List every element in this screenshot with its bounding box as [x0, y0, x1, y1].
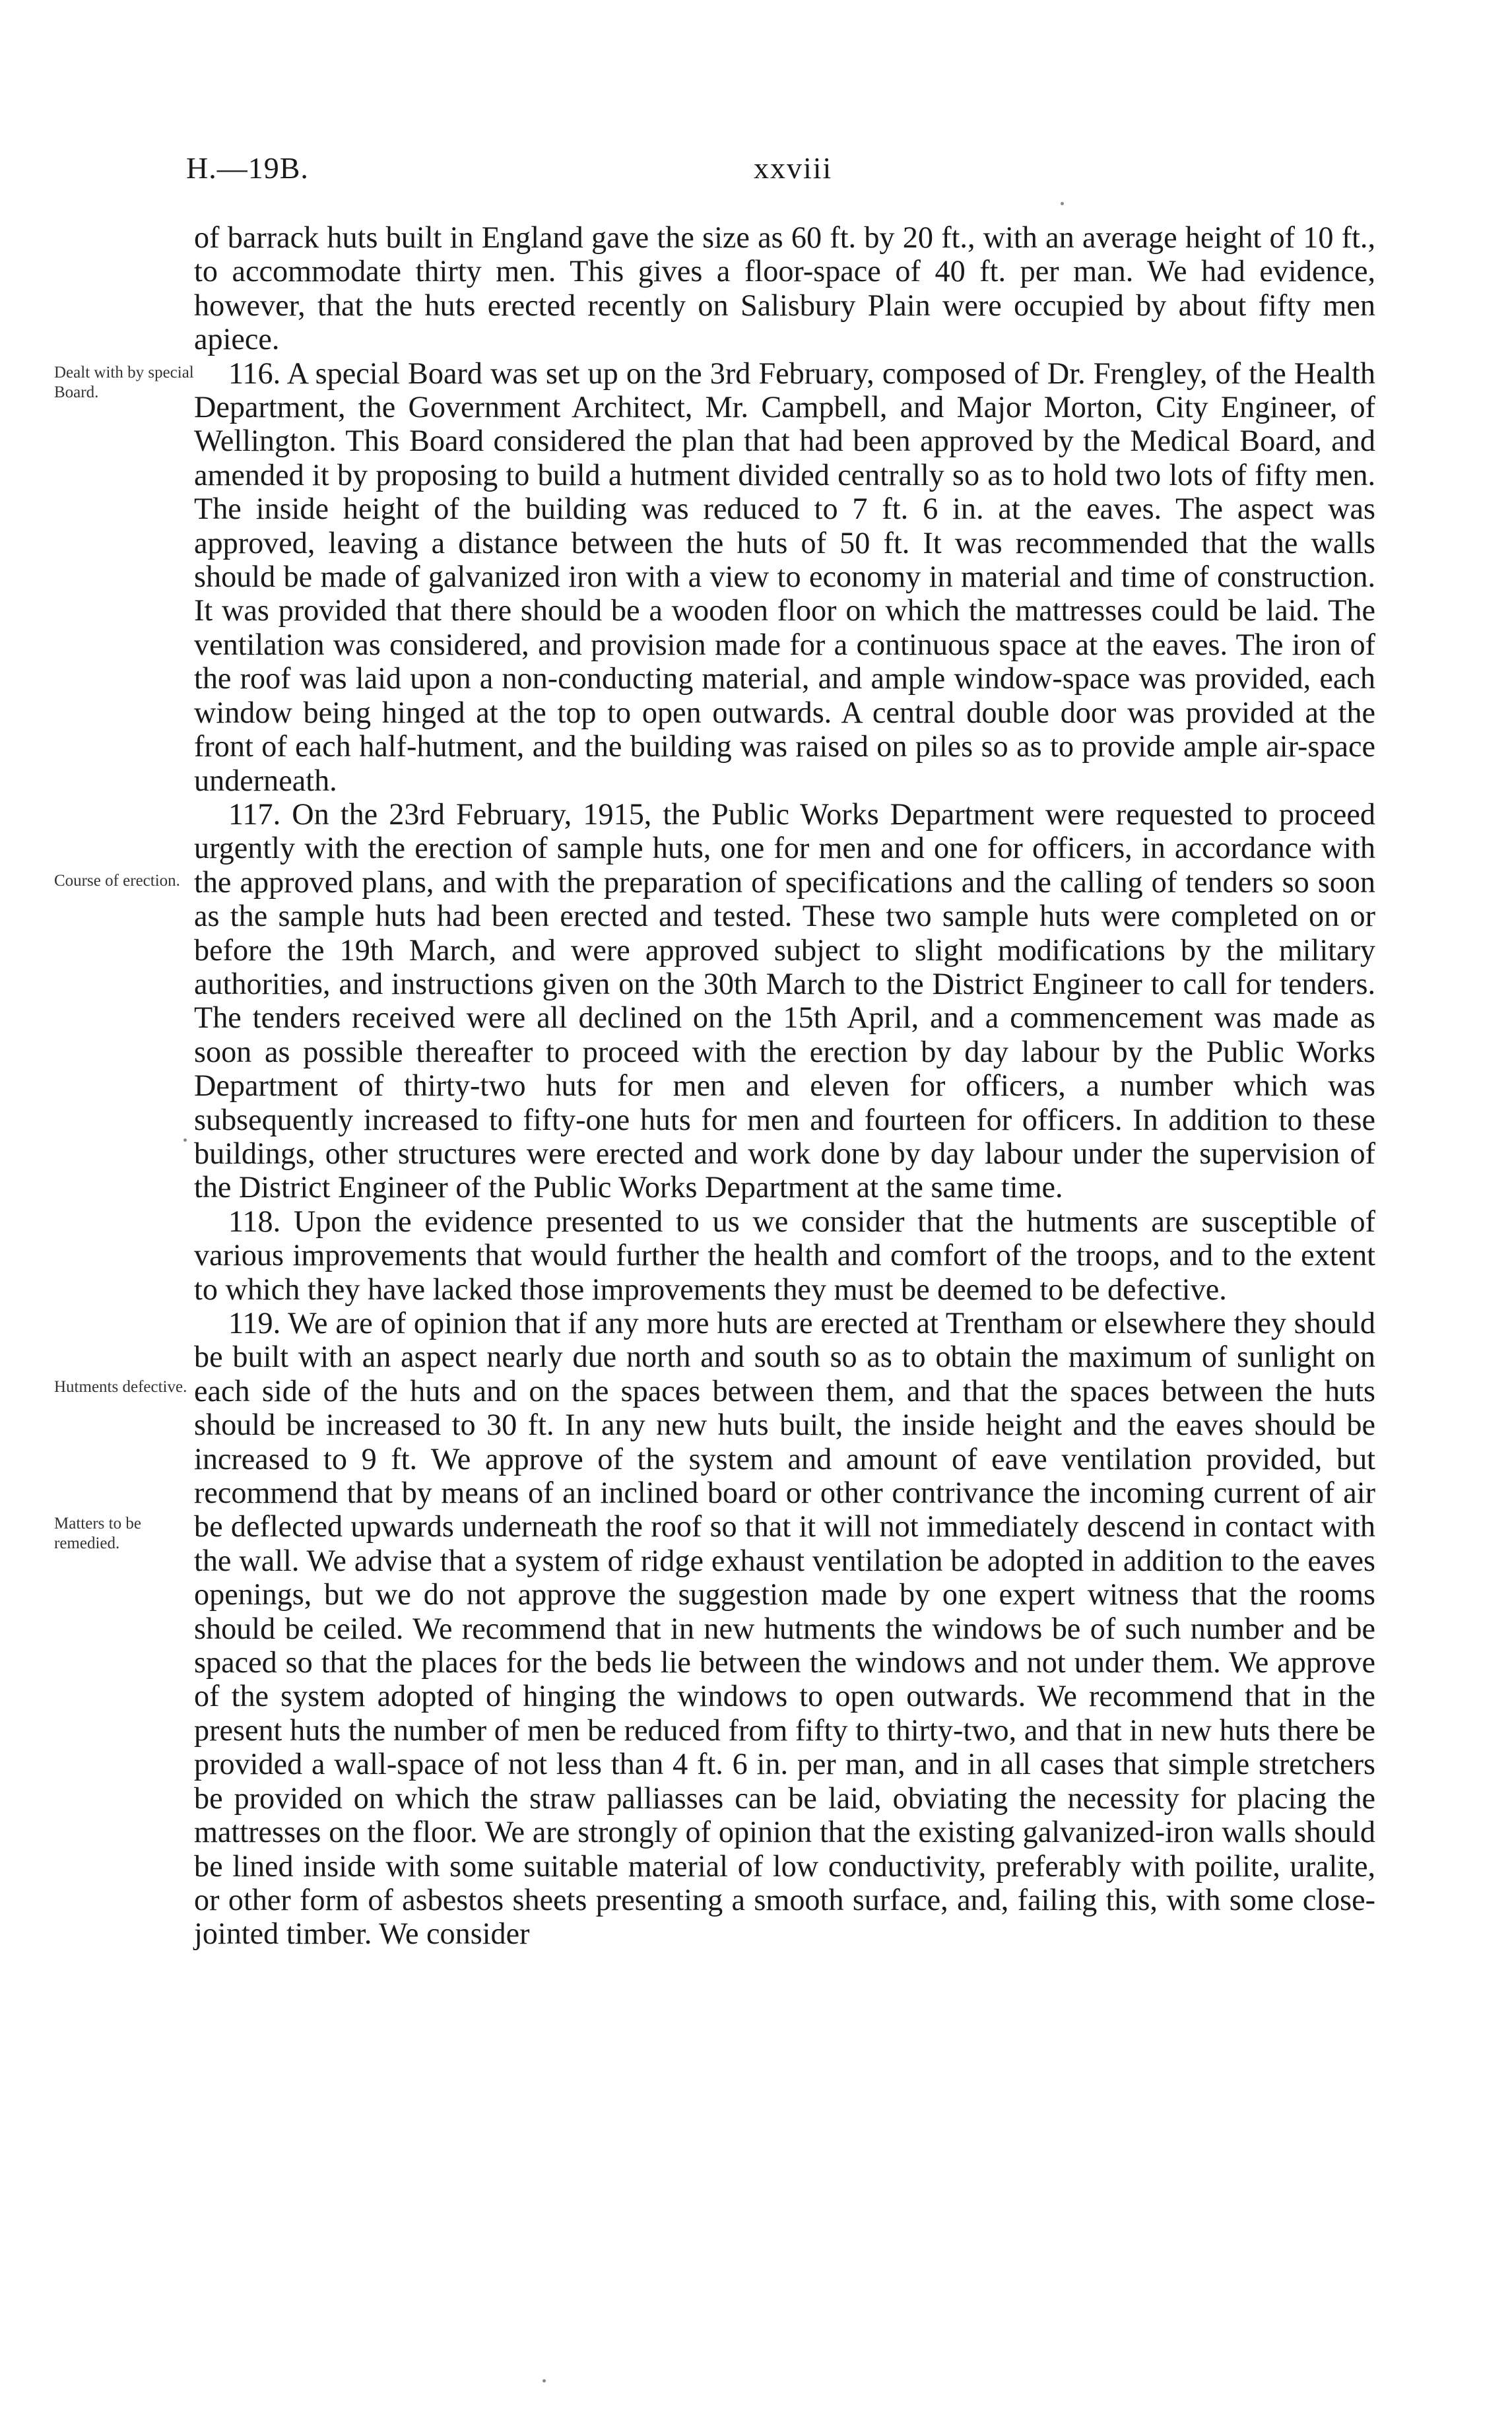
sidenote-hutments-defective: Hutments defective. [54, 1378, 187, 1396]
paragraph-119: 119. We are of opinion that if any more huts are erected at Trentham or elsewhere they should be built with an aspect nearly due north and south so as to obtain the maximum of sunlight on each side of the huts and on the spaces between them, and that the spaces between the huts should be increased to 30 ft. In any new huts built, the inside height and the eaves should be increased to 9 ft. We approve of the system and amount of eave ventilation provided, but recommend that by means of an inclined board or other contrivance the incoming current of air be deflected upwards underneath the roof so that it will not immediately descend in contact with the wall. We advise that a system of ridge exhaust ventilation be adopted in addition to the eaves openings, but we do not approve the suggestion made by one expert witness that the rooms should be ceiled. We recommend that in new hutments the windows be of such number and be spaced so that the places for the beds lie between the windows and not under them. We approve of the system adopted of hinging the windows to open outwards. We recommend that in the present huts the number of men be reduced from fifty to thirty-two, and that in new huts there be provided a wall-space of not less than 4 ft. 6 in. per man, and in all cases that simple stretchers be provided on which the straw palliasses can be laid, obviating the necessity for placing the mattresses on the floor. We are strongly of opinion that the existing galvanized-iron walls should be lined inside with some suitable material of low conductivity, preferably with poilite, uralite, or other form of asbestos sheets presenting a smooth surface, and, failing this, with some close-jointed timber. We consider [194, 1306, 1375, 1951]
page-number: xxviii [754, 151, 833, 185]
sidenote-course-of-erection: Course of erection. [54, 872, 180, 890]
print-speck [542, 2379, 546, 2383]
print-speck [183, 1138, 187, 1142]
paragraph-continuation: of barrack huts built in England gave the size as 60 ft. by 20 ft., with an average height of 10 ft., to accommodate thirty men. This gives a floor-space of 40 ft. per man. We had evidence, however, that the huts erected recently on Salisbury Plain were occupied by about fifty men apiece. [194, 220, 1375, 356]
paragraph-118: 118. Upon the evidence presented to us we consider that the hutments are susceptible of various improvements that would further the health and comfort of the troops, and to the extent to which they have lacked those improvements they must be deemed to be defective. [194, 1204, 1375, 1306]
document-reference: H.—19B. [186, 151, 309, 185]
paragraph-116: 116. A special Board was set up on the 3rd February, composed of Dr. Frengley, of the Health Department, the Government Architect, Mr. Campbell, and Major Morton, City Engineer, of Wellington. This Board considered the plan that had been approved by the Medical Board, and amended it by proposing to build a hutment divided centrally so as to hold two lots of fifty men. The inside height of the building was reduced to 7 ft. 6 in. at the eaves. The aspect was approved, leaving a distance between the huts of 50 ft. It was recommended that the walls should be made of galvanized iron with a view to economy in material and time of construction. It was provided that there should be a wooden floor on which the mattresses could be laid. The ventilation was considered, and provision made for a continuous space at the eaves. The iron of the roof was laid upon a non-conducting material, and ample window-space was provided, each window being hinged at the top to open outwards. A central double door was provided at the front of each half-hutment, and the building was raised on piles so as to provide ample air-space underneath. [194, 356, 1375, 797]
sidenote-matters-remedied: Matters to be remedied. [54, 1515, 141, 1552]
body-text [194, 220, 1375, 1951]
paragraph-117: 117. On the 23rd February, 1915, the Public Works Department were requested to proceed urgently with the erection of sample huts, one for men and one for officers, in accordance with the approved plans, and with the preparation of specifications and the calling of tenders so soon as the sample huts had been erected and tested. These two sample huts were completed on or before the 19th March, and were approved subject to slight modifications by the military authorities, and instructions given on the 30th March to the District Engineer to call for tenders. The tenders received were all declined on the 15th April, and a commencement was made as soon as possible thereafter to proceed with the erection by day labour by the Public Works Department of thirty-two huts for men and eleven for officers, a number which was subsequently increased to fifty-one huts for men and fourteen for officers. In addition to these buildings, other structures were erected and work done by day labour under the supervision of the District Engineer of the Public Works Department at the same time. [194, 797, 1375, 1204]
page-header [186, 150, 1374, 197]
print-speck [1061, 202, 1064, 205]
sidenote-special-board: Dealt with by special Board. [54, 364, 194, 401]
